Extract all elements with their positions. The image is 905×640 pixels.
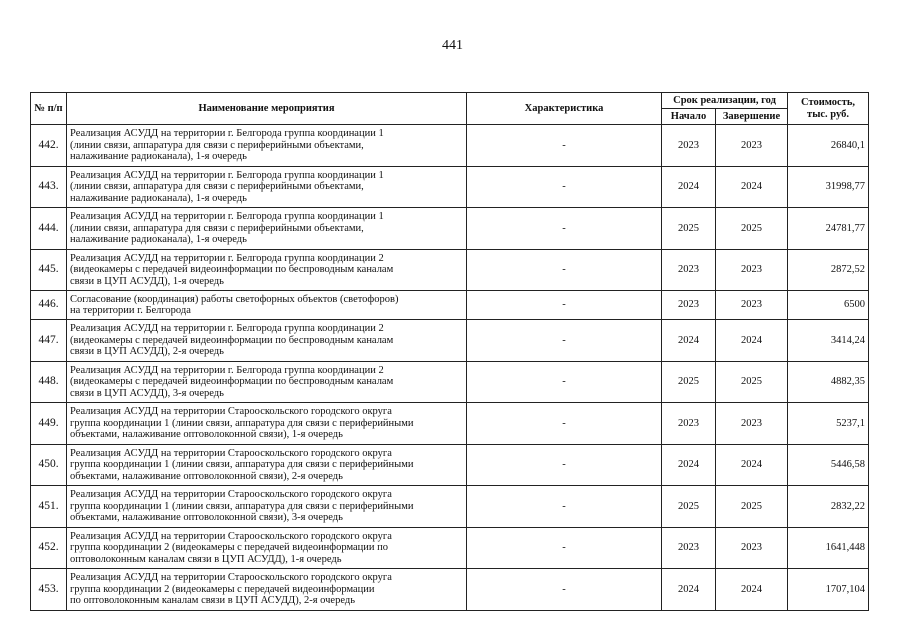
row-name-line: (линии связи, аппаратура для связи с периферийными объектами, (70, 181, 364, 192)
row-name-line: Реализация АСУДД на территории г. Белгорода группа координации 2 (70, 252, 384, 264)
row-start-year: 2023 (662, 125, 716, 167)
table-row (31, 125, 869, 167)
header-period: Срок реализации, год (662, 93, 788, 109)
row-number: 448. (31, 361, 67, 403)
row-name-line: группа координации 1 (линии связи, аппаратура для связи с периферийными (70, 500, 414, 512)
row-name-line: Реализация АСУДД на территории Старооскольского городского округа (70, 447, 392, 459)
row-name-line: связи в ЦУП АСУДД), 1-я очередь (70, 275, 224, 287)
row-start-year: 2025 (662, 361, 716, 403)
row-name (67, 125, 467, 167)
row-name-line: (видеокамеры с передачей видеоинформации по беспроводным каналам (70, 264, 394, 275)
row-end-year: 2025 (716, 486, 788, 528)
row-characteristic: - (467, 166, 662, 208)
row-number: 451. (31, 486, 67, 528)
row-start-year: 2024 (662, 320, 716, 362)
row-number: 453. (31, 569, 67, 611)
row-name-line: Реализация АСУДД на территории Старооскольского городского округа (70, 530, 392, 542)
row-name-line: Реализация АСУДД на территории г. Белгорода группа координации 2 (70, 323, 384, 334)
row-name-line: (линии связи, аппаратура для связи с периферийными объектами, (70, 139, 364, 151)
row-cost: 2872,52 (788, 249, 869, 291)
header-name: Наименование мероприятия (67, 93, 467, 125)
row-characteristic: - (467, 403, 662, 445)
row-name-line: налаживание радиоканала), 1-я очередь (70, 151, 247, 162)
row-name (67, 486, 467, 528)
row-end-year: 2023 (716, 527, 788, 569)
row-number: 444. (31, 208, 67, 250)
table-row (31, 569, 869, 611)
row-name (67, 208, 467, 250)
row-characteristic: - (467, 569, 662, 611)
row-cost: 3414,24 (788, 320, 869, 362)
row-end-year: 2023 (716, 291, 788, 320)
row-end-year: 2025 (716, 361, 788, 403)
row-start-year: 2023 (662, 527, 716, 569)
row-name-line: (видеокамеры с передачей видеоинформации по беспроводным каналам (70, 334, 394, 346)
row-characteristic: - (467, 249, 662, 291)
row-name-line: объектами, налаживание оптоволоконной связи), 3-я очередь (70, 512, 343, 523)
table-row (31, 249, 869, 291)
row-number: 445. (31, 249, 67, 291)
row-characteristic: - (467, 125, 662, 167)
row-characteristic: - (467, 320, 662, 362)
row-number: 446. (31, 291, 67, 320)
header-characteristic: Характеристика (467, 93, 662, 125)
row-cost: 1641,448 (788, 527, 869, 569)
row-end-year: 2024 (716, 320, 788, 362)
row-name-line: Реализация АСУДД на территории г. Белгорода группа координации 1 (70, 128, 384, 139)
row-cost: 31998,77 (788, 166, 869, 208)
table-row (31, 208, 869, 250)
row-cost: 4882,35 (788, 361, 869, 403)
row-number: 442. (31, 125, 67, 167)
row-number: 447. (31, 320, 67, 362)
row-name (67, 320, 467, 362)
table-row (31, 444, 869, 486)
page-number: 441 (442, 38, 463, 53)
row-end-year: 2023 (716, 403, 788, 445)
row-name-line: объектами, налаживание оптоволоконной связи), 1-я очередь (70, 429, 343, 440)
row-name-line: Реализация АСУДД на территории г. Белгорода группа координации 2 (70, 364, 384, 376)
header-num: № п/п (31, 93, 67, 125)
row-name-line: налаживание радиоканала), 1-я очередь (70, 234, 247, 245)
row-name (67, 291, 467, 320)
row-name-line: связи в ЦУП АСУДД), 2-я очередь (70, 346, 224, 357)
row-name-line: связи в ЦУП АСУДД), 3-я очередь (70, 387, 224, 399)
header-cost: Стоимость, тыс. руб. (788, 93, 869, 125)
row-start-year: 2024 (662, 569, 716, 611)
table-row (31, 320, 869, 362)
row-end-year: 2023 (716, 249, 788, 291)
row-name-line: группа координации 1 (линии связи, аппаратура для связи с периферийными (70, 459, 414, 470)
row-start-year: 2024 (662, 166, 716, 208)
measures-table (30, 92, 869, 611)
row-characteristic: - (467, 291, 662, 320)
row-start-year: 2023 (662, 403, 716, 445)
row-cost: 5237,1 (788, 403, 869, 445)
row-name-line: (линии связи, аппаратура для связи с периферийными объектами, (70, 222, 364, 234)
row-start-year: 2023 (662, 249, 716, 291)
header-end: Завершение (716, 109, 788, 125)
row-name (67, 444, 467, 486)
table-row (31, 486, 869, 528)
row-name (67, 403, 467, 445)
row-name-line: (видеокамеры с передачей видеоинформации по беспроводным каналам (70, 376, 394, 387)
row-name (67, 569, 467, 611)
row-name (67, 249, 467, 291)
row-name (67, 166, 467, 208)
row-number: 443. (31, 166, 67, 208)
row-end-year: 2024 (716, 166, 788, 208)
row-name-line: оптоволоконным каналам связи в ЦУП АСУДД), 1-я очередь (70, 553, 342, 565)
row-name-line: Реализация АСУДД на территории Старооскольского городского округа (70, 489, 392, 500)
row-name (67, 527, 467, 569)
row-name-line: налаживание радиоканала), 1-я очередь (70, 192, 247, 204)
row-characteristic: - (467, 527, 662, 569)
row-characteristic: - (467, 486, 662, 528)
row-cost: 26840,1 (788, 125, 869, 167)
row-cost: 6500 (788, 291, 869, 320)
table-row (31, 527, 869, 569)
row-cost: 24781,77 (788, 208, 869, 250)
row-name-line: Реализация АСУДД на территории Старооскольского городского округа (70, 572, 392, 583)
row-name-line: группа координации 1 (линии связи, аппаратура для связи с периферийными (70, 417, 414, 429)
row-start-year: 2025 (662, 486, 716, 528)
table-row (31, 291, 869, 320)
row-name-line: объектами, налаживание оптоволоконной связи), 2-я очередь (70, 470, 343, 482)
table-row (31, 166, 869, 208)
row-end-year: 2025 (716, 208, 788, 250)
row-name-line: Реализация АСУДД на территории г. Белгорода группа координации 1 (70, 169, 384, 181)
row-name-line: группа координации 2 (видеокамеры с передачей видеоинформации (70, 583, 375, 595)
row-name-line: по оптоволоконным каналам связи в ЦУП АСУДД), 2-я очередь (70, 595, 355, 606)
row-number: 449. (31, 403, 67, 445)
row-start-year: 2024 (662, 444, 716, 486)
row-name-line: Реализация АСУДД на территории г. Белгорода группа координации 1 (70, 211, 384, 222)
row-cost: 2832,22 (788, 486, 869, 528)
row-cost: 1707,104 (788, 569, 869, 611)
row-start-year: 2025 (662, 208, 716, 250)
row-name-line: Реализация АСУДД на территории Старооскольского городского округа (70, 406, 392, 417)
row-end-year: 2024 (716, 569, 788, 611)
row-characteristic: - (467, 444, 662, 486)
row-cost: 5446,58 (788, 444, 869, 486)
row-number: 452. (31, 527, 67, 569)
row-number: 450. (31, 444, 67, 486)
row-characteristic: - (467, 208, 662, 250)
table-body (31, 125, 869, 611)
table-row (31, 403, 869, 445)
row-name-line: Согласование (координация) работы светофорных объектов (светофоров) (70, 293, 399, 305)
row-end-year: 2023 (716, 125, 788, 167)
table-row (31, 361, 869, 403)
row-end-year: 2024 (716, 444, 788, 486)
row-name (67, 361, 467, 403)
row-name-line: на территории г. Белгорода (70, 305, 191, 316)
header-start: Начало (662, 109, 716, 125)
row-characteristic: - (467, 361, 662, 403)
row-start-year: 2023 (662, 291, 716, 320)
row-name-line: группа координации 2 (видеокамеры с передачей видеоинформации по (70, 542, 389, 553)
